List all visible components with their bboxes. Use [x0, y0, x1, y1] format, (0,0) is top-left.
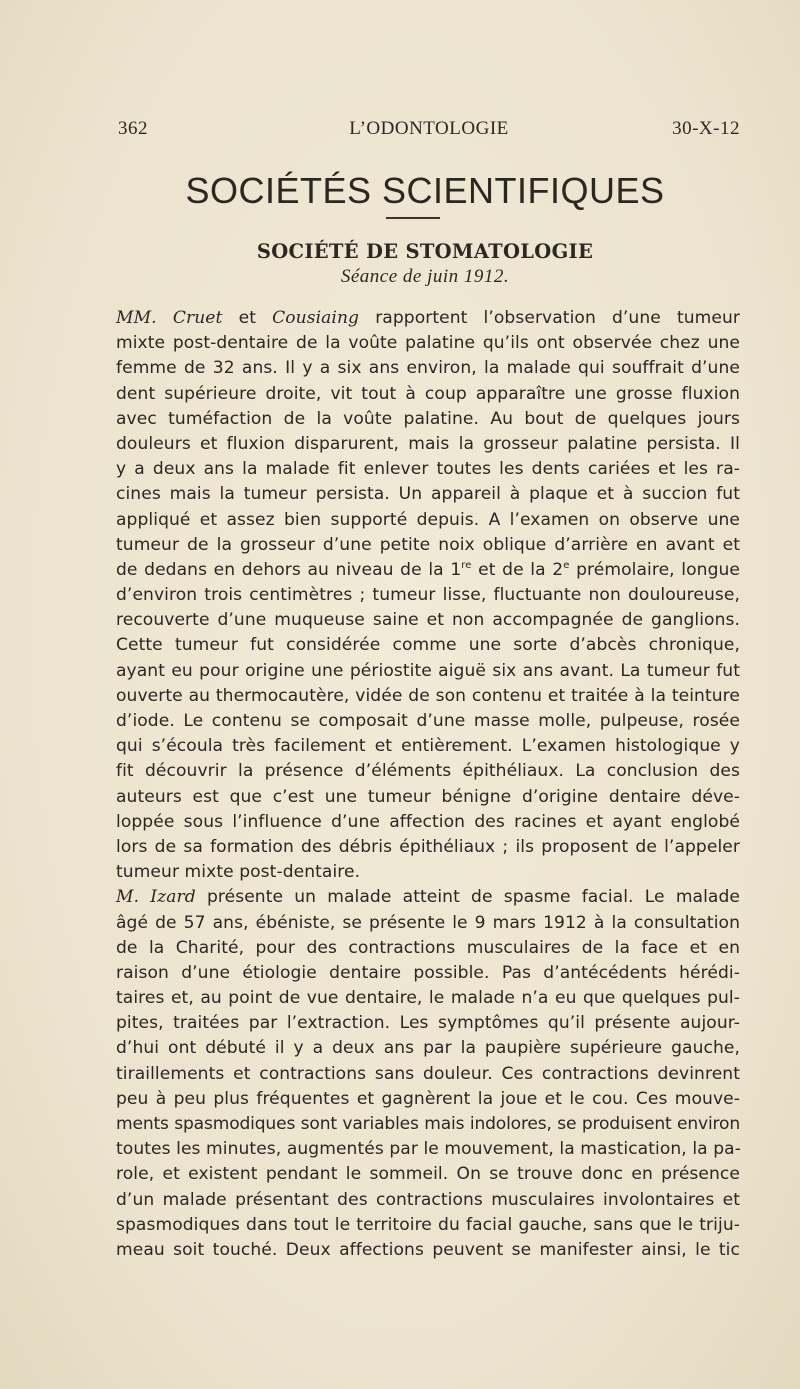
text-line: recouverte d’une muqueuse saine et non accompagnée de ganglions. [116, 610, 740, 631]
ordinal-suffix: re [461, 559, 472, 571]
text-line [116, 306, 740, 331]
text-line: cines mais la tumeur persista. Un appareil à plaque et à succion fut [116, 484, 740, 505]
text-line [116, 885, 740, 910]
author-name: Cousiaing [272, 308, 360, 328]
text-line: douleurs et fluxion disparurent, mais la grosseur palatine persista. Il [116, 433, 740, 454]
ordinal-number: 1 [450, 559, 462, 580]
text-line: qui s’écoula très facilement et entièrement. L’examen histologique y [116, 736, 740, 757]
text-line: taires et, au point de vue dentaire, le malade n’a eu que quelques pul- [116, 988, 740, 1009]
text-segment: de dedans en dehors au niveau de la [116, 559, 444, 580]
sub-title: SOCIÉTÉ DE STOMATOLOGIE [256, 240, 594, 263]
ordinal-suffix: e [563, 559, 570, 571]
text-line: raison d’une étiologie dentaire possible. Pas d’antécédents hérédi- [116, 962, 740, 983]
text-line: lors de sa formation des débris épithéliaux ; ils proposent de l’appeler [116, 836, 740, 857]
text-line: auteurs est que c’est une tumeur bénigne d’origine dentaire déve- [116, 786, 740, 807]
text-line: d’iode. Le contenu se composait d’une masse molle, pulpeuse, rosée [116, 711, 740, 731]
text-line: tumeur mixte post-dentaire. [116, 862, 361, 883]
text-line: spasmodiques dans tout le territoire du facial gauche, sans que le triju- [116, 1214, 740, 1235]
text-line [116, 558, 740, 583]
text-line: d’environ trois centimètres ; tumeur lisse, fluctuante non douloureuse, [116, 585, 740, 606]
text-line: appliqué et assez bien supporté depuis. A l’examen on observe une [116, 509, 740, 530]
text-line: meau soit touché. Deux affections peuvent se manifester ainsi, le tic [116, 1239, 740, 1260]
text-line: y a deux ans la malade fit enlever toutes les dents cariées et les ra- [116, 459, 740, 480]
running-head [118, 118, 740, 142]
issue-date: 30-X-12 [672, 118, 740, 139]
conjunction: et [238, 308, 256, 328]
text-line: avec tuméfaction de la voûte palatine. Au bout de quelques jours [116, 408, 740, 429]
ordinal [450, 560, 471, 580]
text-line: tiraillements et contractions sans douleur. Ces contractions devinrent [116, 1063, 740, 1084]
page-number: 362 [118, 118, 148, 139]
author-name: Izard [150, 887, 196, 908]
text-line: Cette tumeur fut considérée comme une sorte d’abcès chronique, [116, 635, 740, 656]
text-line: de la Charité, pour des contractions musculaires de la face et en [116, 937, 740, 958]
text-fragment: et de la 2 [478, 559, 564, 580]
text-line: d’hui ont débuté il y a deux ans par la paupière supérieure gauche, [116, 1038, 740, 1059]
text-line: âgé de 57 ans, ébéniste, se présente le 9 mars 1912 à la consultation [116, 912, 740, 933]
text-line: ments spasmodiques sont variables mais indolores, se produisent environ [116, 1114, 740, 1134]
section-title: SOCIÉTÉS SCIENTIFIQUES [185, 170, 665, 211]
text-line: mixte post-dentaire de la voûte palatine qu’ils ont observée chez une [116, 333, 740, 354]
text-line: tumeur de la grosseur d’une petite noix oblique d’arrière en avant et [116, 534, 740, 555]
text-line: ouverte au thermocautère, vidée de son contenu et traitée à la teinture [116, 685, 740, 706]
text-line: fit découvrir la présence d’éléments épithéliaux. La conclusion des [116, 761, 740, 782]
text-line: toutes les minutes, augmentés par le mouvement, la mastication, la pa- [116, 1139, 741, 1160]
author-name: Cruet [172, 308, 223, 328]
names-prefix: M. [116, 887, 140, 908]
article-body [116, 306, 740, 1263]
journal-title: L’ODONTOLOGIE [349, 118, 509, 139]
text-line: pites, traitées par l’extraction. Les symptômes qu’il présente aujour- [116, 1013, 740, 1034]
text-line: dent supérieure droite, vit tout à coup apparaître une grosse fluxion [116, 383, 740, 404]
text-line: d’un malade présentant des contractions musculaires involontaires et [116, 1189, 740, 1210]
title-divider [386, 217, 440, 219]
text-line: femme de 32 ans. Il y a six ans environ, la malade qui souffrait d’une [116, 358, 740, 379]
seance-date: Séance de juin 1912. [340, 266, 510, 287]
text-line: ayant eu pour origine une périostite aiguë six ans avant. La tumeur fut [116, 660, 740, 681]
text-segment: rapportent l’observation d’une tumeur [375, 308, 741, 328]
text-segment: présente un malade atteint de spasme facial. Le malade [206, 887, 741, 908]
text-line: role, et existent pendant le sommeil. On se trouve donc en présence [116, 1164, 740, 1185]
names-prefix: MM. [116, 308, 157, 328]
text-segment: prémolaire, longue [576, 559, 741, 580]
text-line: peu à peu plus fréquentes et gagnèrent la joue et le cou. Ces mouve- [116, 1088, 740, 1109]
text-line: loppée sous l’influence d’une affection des racines et ayant englobé [116, 811, 740, 832]
text-segment [478, 560, 569, 580]
